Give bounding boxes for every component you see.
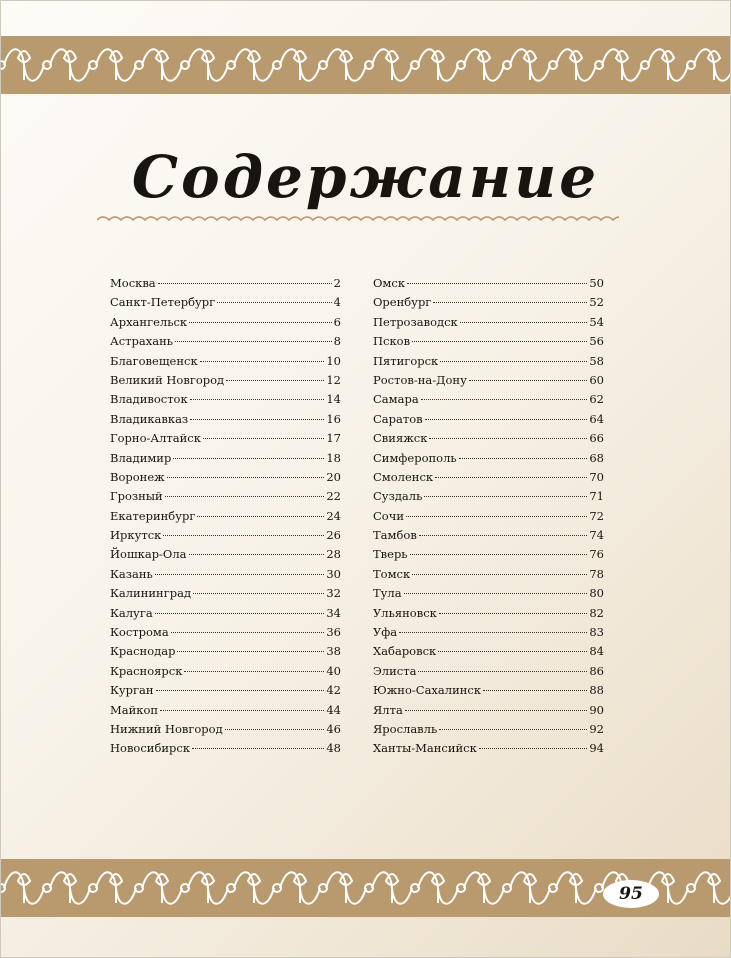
toc-entry-page: 72 (589, 508, 604, 523)
toc-entry-page: 32 (326, 586, 341, 601)
toc-entry-page: 26 (326, 528, 341, 543)
dot-leader (406, 516, 587, 517)
toc-entry-title: Сочи (373, 508, 404, 523)
toc-entry-page: 80 (589, 586, 604, 601)
toc-entry-title: Ханты-Мансийск (373, 741, 477, 756)
toc-entry-page: 42 (326, 683, 341, 698)
toc-entry-title: Владикавказ (110, 411, 189, 426)
toc-entry-title: Иркутск (110, 528, 162, 543)
dot-leader (440, 361, 587, 362)
dot-leader (190, 399, 325, 400)
dot-leader (193, 593, 324, 594)
toc-entry-page: 17 (326, 431, 341, 446)
toc-entry[interactable] (373, 567, 604, 586)
toc-entry[interactable] (110, 683, 341, 702)
toc-entry-title: Хабаровск (373, 644, 437, 659)
dot-leader (410, 554, 588, 555)
dot-leader (189, 322, 332, 323)
toc-entry[interactable] (110, 722, 341, 741)
toc-entry-page: 78 (589, 566, 604, 581)
dot-leader (407, 283, 587, 284)
dot-leader (429, 438, 587, 439)
dot-leader (421, 399, 588, 400)
toc-entry[interactable] (373, 509, 604, 528)
toc-entry[interactable] (373, 528, 604, 547)
toc-entry-page: 64 (589, 411, 604, 426)
toc-entry-page: 48 (326, 741, 341, 756)
toc-entry[interactable] (373, 451, 604, 470)
dot-leader (435, 477, 587, 478)
toc-entry-title: Майкоп (110, 702, 159, 717)
toc-entry-title: Архангельск (110, 314, 188, 329)
toc-entry-title: Симферополь (373, 450, 457, 465)
toc-entry[interactable] (373, 334, 604, 353)
toc-entry[interactable] (110, 489, 341, 508)
toc-entry-page: 92 (589, 721, 604, 736)
dot-leader (418, 671, 587, 672)
page-number: 95 (619, 884, 643, 904)
toc-entry-page: 52 (589, 295, 604, 310)
toc-entry-page: 14 (326, 392, 341, 407)
toc-entry-title: Москва (110, 276, 156, 290)
dot-leader (190, 419, 324, 420)
toc-entry[interactable] (110, 392, 341, 411)
toc-entry-title: Суздаль (373, 489, 423, 504)
toc-entry-title: Ялта (373, 702, 403, 717)
toc-entry-title: Омск (373, 276, 406, 290)
dot-leader (439, 613, 588, 614)
toc-entry[interactable] (110, 664, 341, 683)
toc-entry-title: Ульяновск (373, 605, 437, 620)
toc-entry[interactable] (110, 644, 341, 663)
toc-entry-title: Тула (373, 586, 402, 601)
dot-leader (404, 593, 588, 594)
toc-entry[interactable] (373, 354, 604, 373)
toc-entry-page: 76 (589, 547, 604, 562)
toc-entry[interactable] (373, 470, 604, 489)
toc-entry-title: Кострома (110, 625, 169, 640)
dot-leader (439, 729, 587, 730)
dot-leader (177, 651, 324, 652)
toc-entry-title: Пятигорск (373, 353, 439, 368)
toc-entry-page: 94 (589, 741, 604, 756)
toc-entry-page: 30 (326, 566, 341, 581)
toc-entry[interactable] (110, 741, 341, 760)
toc-entry-title: Великий Новгород (110, 372, 225, 387)
toc-entry[interactable] (373, 625, 604, 644)
toc-entry-page: 6 (333, 314, 341, 329)
toc-entry-title: Псков (373, 334, 411, 349)
toc-entry-page: 28 (326, 547, 341, 562)
toc-entry[interactable] (110, 586, 341, 605)
toc-entry[interactable] (110, 373, 341, 392)
toc-entry-title: Ростов-на-Дону (373, 372, 467, 387)
dot-leader (163, 535, 324, 536)
toc-entry-page: 86 (589, 663, 604, 678)
toc-entry-title: Новосибирск (110, 741, 191, 756)
toc-entry[interactable] (373, 644, 604, 663)
dot-leader (425, 419, 588, 420)
toc-entry-title: Уфа (373, 625, 398, 640)
toc-entry[interactable] (110, 528, 341, 547)
toc-entry[interactable] (373, 276, 604, 295)
dot-leader (438, 651, 587, 652)
dot-leader (405, 710, 588, 711)
dot-leader (412, 341, 587, 342)
toc-entry-title: Смоленск (373, 469, 434, 484)
dot-leader (469, 380, 588, 381)
toc-entry-page: 70 (589, 469, 604, 484)
dot-leader (460, 322, 588, 323)
dot-leader (155, 574, 325, 575)
dot-leader (171, 632, 325, 633)
toc-entry-page: 68 (589, 450, 604, 465)
toc-entry-page: 36 (326, 625, 341, 640)
toc-entry-page: 22 (326, 489, 341, 504)
toc-entry-title: Екатеринбург (110, 508, 196, 523)
toc-entry[interactable] (110, 606, 341, 625)
toc-entry[interactable] (110, 451, 341, 470)
toc-entry-page: 84 (589, 644, 604, 659)
toc-entry[interactable] (110, 315, 341, 334)
toc-entry-title: Владивосток (110, 392, 188, 407)
toc-entry-page: 50 (589, 276, 604, 290)
dot-leader (173, 458, 324, 459)
toc-entry[interactable] (373, 722, 604, 741)
page-title: Содержание (131, 143, 600, 211)
toc-entry[interactable] (110, 431, 341, 450)
toc-entry-title: Самара (373, 392, 419, 407)
dot-leader (155, 613, 325, 614)
toc-entry-page: 46 (326, 721, 341, 736)
dot-leader (160, 710, 324, 711)
dot-leader (167, 477, 325, 478)
dot-leader (165, 496, 325, 497)
toc-entry-title: Красноярск (110, 663, 183, 678)
toc-entry[interactable] (373, 606, 604, 625)
toc-entry-title: Грозный (110, 489, 163, 504)
top-ornament-border (1, 36, 730, 94)
toc-entry[interactable] (110, 334, 341, 353)
toc-entry-page: 10 (326, 353, 341, 368)
dot-leader (189, 554, 325, 555)
toc-entry-title: Тверь (373, 547, 408, 562)
toc-entry-title: Элиста (373, 663, 417, 678)
toc-entry-page: 38 (326, 644, 341, 659)
toc-entry-page: 8 (333, 334, 341, 349)
toc-entry-page: 20 (326, 469, 341, 484)
toc-entry-page: 18 (326, 450, 341, 465)
toc-entry-title: Тамбов (373, 528, 417, 543)
toc-entry[interactable] (110, 276, 341, 295)
dot-leader (156, 690, 325, 691)
dot-leader (419, 535, 588, 536)
toc-entry-title: Калининград (110, 586, 192, 601)
toc-entry-title: Казань (110, 566, 153, 581)
toc-entry[interactable] (373, 547, 604, 566)
toc-entry-title: Санкт-Петербург (110, 295, 216, 310)
dot-leader (203, 438, 324, 439)
toc-entry-title: Горно-Алтайск (110, 431, 201, 446)
toc-entry-page: 58 (589, 353, 604, 368)
toc-entry-page: 44 (326, 702, 341, 717)
toc-entry[interactable] (373, 431, 604, 450)
toc-entry-title: Петрозаводск (373, 314, 458, 329)
toc-entry-page: 24 (326, 508, 341, 523)
toc-entry[interactable] (373, 586, 604, 605)
toc-entry[interactable] (110, 567, 341, 586)
dot-leader (433, 302, 587, 303)
dot-leader (192, 748, 324, 749)
dot-leader (459, 458, 588, 459)
toc-entry[interactable] (110, 703, 341, 722)
toc-entry-page: 88 (589, 683, 604, 698)
toc-entry-page: 71 (589, 489, 604, 504)
dot-leader (479, 748, 588, 749)
toc-entry[interactable] (373, 373, 604, 392)
toc-entry-title: Томск (373, 566, 411, 581)
toc-entry-page: 74 (589, 528, 604, 543)
toc-entry-title: Ярославль (373, 721, 438, 736)
toc-entry-page: 62 (589, 392, 604, 407)
toc-entry-page: 54 (589, 314, 604, 329)
toc-entry-page: 34 (326, 605, 341, 620)
dot-leader (424, 496, 587, 497)
dot-leader (399, 632, 587, 633)
dot-leader (226, 380, 324, 381)
dot-leader (158, 283, 332, 284)
toc-entry-title: Владимир (110, 450, 172, 465)
toc-entry[interactable] (373, 489, 604, 508)
toc-entry-title: Южно-Сахалинск (373, 683, 482, 698)
toc-entry-title: Свияжск (373, 431, 428, 446)
toc-entry-title: Саратов (373, 411, 423, 426)
toc-entry[interactable] (373, 703, 604, 722)
toc-entry-page: 2 (333, 276, 341, 290)
toc-entry-page: 16 (326, 411, 341, 426)
toc-entry-title: Благовещенск (110, 353, 198, 368)
toc-entry-page: 90 (589, 702, 604, 717)
toc-entry-title: Краснодар (110, 644, 176, 659)
wavy-divider (97, 213, 619, 227)
toc-entry[interactable] (110, 295, 341, 314)
dot-leader (200, 361, 325, 362)
toc-entry[interactable] (373, 315, 604, 334)
toc-entry-page: 4 (333, 295, 341, 310)
toc-entry-page: 82 (589, 605, 604, 620)
toc-entry[interactable] (373, 295, 604, 314)
toc-column-right (373, 276, 604, 761)
toc-entry-title: Астрахань (110, 334, 173, 349)
toc-entry-title: Курган (110, 683, 154, 698)
toc-entry-page: 66 (589, 431, 604, 446)
toc-entry-title: Йошкар-Ола (110, 547, 187, 562)
toc-entry-page: 56 (589, 334, 604, 349)
toc-entry[interactable] (110, 547, 341, 566)
toc-entry[interactable] (373, 664, 604, 683)
toc-column-left (110, 276, 341, 761)
toc-entry[interactable] (110, 625, 341, 644)
dot-leader (175, 341, 332, 342)
dot-leader (197, 516, 324, 517)
toc-entry-page: 60 (589, 372, 604, 387)
dot-leader (217, 302, 331, 303)
toc-entry-page: 12 (326, 372, 341, 387)
dot-leader (412, 574, 587, 575)
toc-entry[interactable] (373, 683, 604, 702)
dot-leader (184, 671, 324, 672)
toc-entry[interactable] (373, 741, 604, 760)
toc-entry[interactable] (373, 412, 604, 431)
toc-entry[interactable] (110, 470, 341, 489)
toc-entry-title: Калуга (110, 605, 153, 620)
toc-entry[interactable] (110, 509, 341, 528)
toc-entry[interactable] (110, 354, 341, 373)
dot-leader (483, 690, 587, 691)
toc-entry-page: 40 (326, 663, 341, 678)
toc-entry-title: Оренбург (373, 295, 432, 310)
toc-entry-title: Воронеж (110, 469, 165, 484)
toc-entry-title: Нижний Новгород (110, 721, 223, 736)
toc-entry[interactable] (110, 412, 341, 431)
toc-entry-page: 83 (589, 625, 604, 640)
dot-leader (225, 729, 325, 730)
toc-entry[interactable] (373, 392, 604, 411)
